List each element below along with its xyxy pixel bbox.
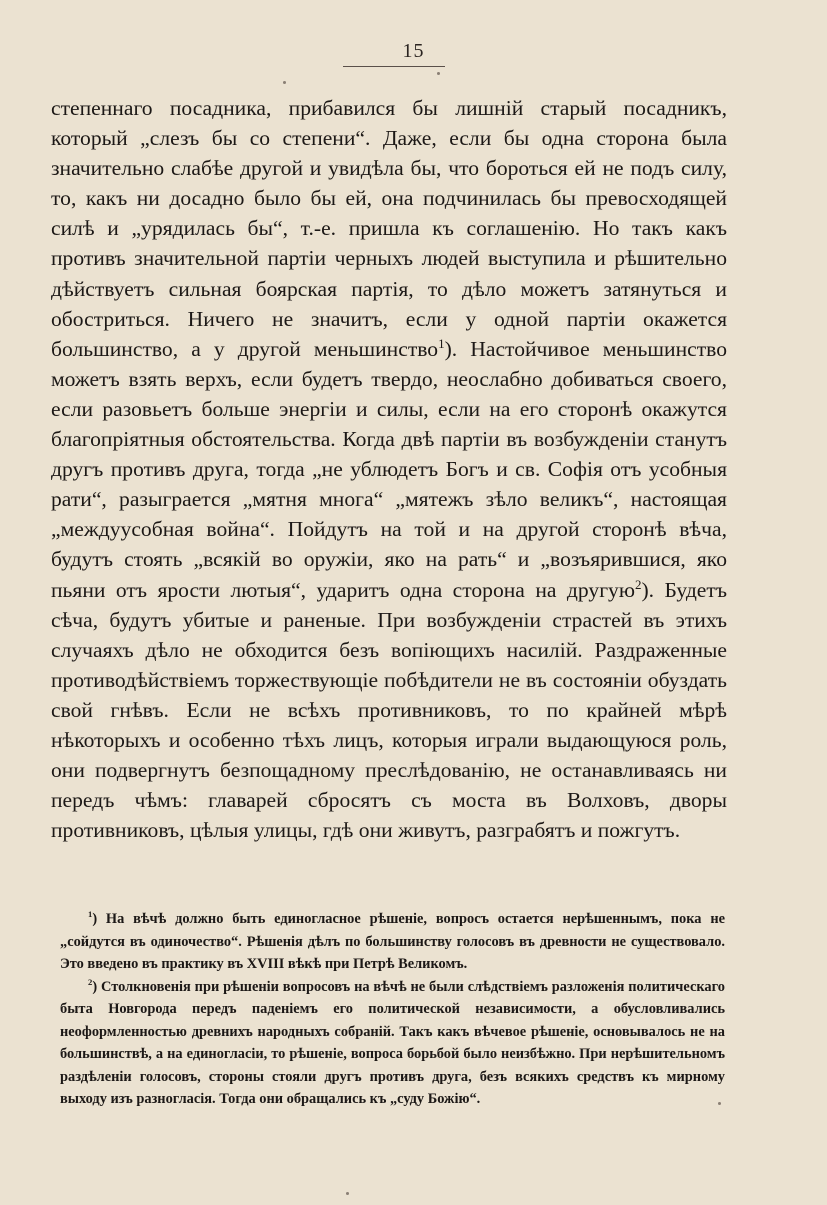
- footnote-text-1: ) На вѣчѣ должно быть единогласное рѣшеніе, вопросъ остается нерѣшеннымъ, пока не „сойдутся въ одиночество“. Рѣшенія дѣлъ по большинству голосовъ въ древности не существовало. Это введено въ практику въ XVIII вѣкѣ при Петрѣ Великомъ.: [60, 911, 725, 972]
- footnote-text-2: ) Столкновенія при рѣшеніи вопросовъ на вѣчѣ не были слѣдствіемъ разложенія политическаго быта Новгорода передъ паденіемъ его политической независимости, а обусловливались неоформленностью древнихъ народныхъ собраній. Такъ какъ вѣчевое рѣшеніе, основывалось не на большинствѣ, а на единогласіи, то рѣшеніе, вопроса борьбой было неизбѣжно. При нерѣшительномъ раздѣленіи голосовъ, стороны стояли другъ противъ друга, безъ всякихъ средствъ къ мирному выходу изъ разногласія. Тогда они обращались къ „суду Божію“.: [60, 978, 725, 1107]
- main-text-part-2: ). Настойчивое меньшинство можетъ взять верхъ, если будетъ твердо, неослабно добиваться своего, если разовьетъ больше энергіи и силы, если на его сторонѣ окажутся благопріятныя обстоятельства. Когда двѣ партіи въ возбужденіи станутъ другъ противъ друга, тогда „не ублюдетъ Богъ и св. Софія отъ усобныя рати“, разыграется „мятня многа“ „мятежъ зѣло великъ“, настоящая „междуусобная война“. Пойдутъ на той и на другой сторонѣ вѣча, будутъ стоять „всякій во оружіи, яко на рать“ и „возъярившися, яко пьяни отъ ярости лютыя“, ударитъ одна сторона на другую: [51, 336, 728, 602]
- footnotes: [60, 908, 725, 1111]
- footnote-ref-1[interactable]: 1: [438, 335, 445, 351]
- paper-speck: [437, 72, 440, 75]
- page-number-rule: [343, 66, 445, 67]
- footnote-ref-2[interactable]: 2: [635, 576, 642, 592]
- footnote-marker-1: 1: [88, 909, 93, 920]
- main-text-part-3: ). Будетъ сѣча, будутъ убитые и раненые. При возбужденіи страстей въ этихъ случаяхъ дѣло не обходится безъ вопіющихъ насилій. Раздраженные противодѣйствіемъ торжествующіе побѣдители не въ состояніи обуздать свой гнѣвъ. Если не всѣхъ противниковъ, то по крайней мѣрѣ нѣкоторыхъ и особенно тѣхъ лицъ, которыя играли выдающуюся роль, они подвергнутъ безпощадному преслѣдованію, не останавливаясь ни передъ чѣмъ: главарей сбросятъ съ моста въ Волховъ, дворы противниковъ, цѣлыя улицы, гдѣ они живутъ, разграбятъ и пожгутъ.: [51, 577, 727, 843]
- paper-speck: [718, 1102, 721, 1105]
- main-text: [51, 93, 727, 845]
- footnote-marker-2: 2: [88, 976, 93, 987]
- page-number: 15: [402, 40, 425, 62]
- paper-speck: [346, 1192, 349, 1195]
- paper-speck: [283, 81, 286, 84]
- footnote-2: [60, 976, 725, 1111]
- footnote-1: [60, 908, 725, 976]
- main-text-part-1: степеннаго посадника, прибавился бы лишній старый посадникъ, который „слезъ бы со степени“. Даже, если бы одна сторона была значительно слабѣе другой и увидѣла бы, что бороться ей не подъ силу, то, какъ ни досадно было бы ей, она подчинилась бы превосходящей силѣ и „урядилась бы“, т.-е. пришла къ соглашенію. Но такъ какъ противъ значительной партіи черныхъ людей выступила и рѣшительно дѣйствуетъ сильная боярская партія, то дѣло можетъ затянуться и обостриться. Ничего не значитъ, если у одной партіи окажется большинство, а у другой меньшинство: [51, 96, 727, 361]
